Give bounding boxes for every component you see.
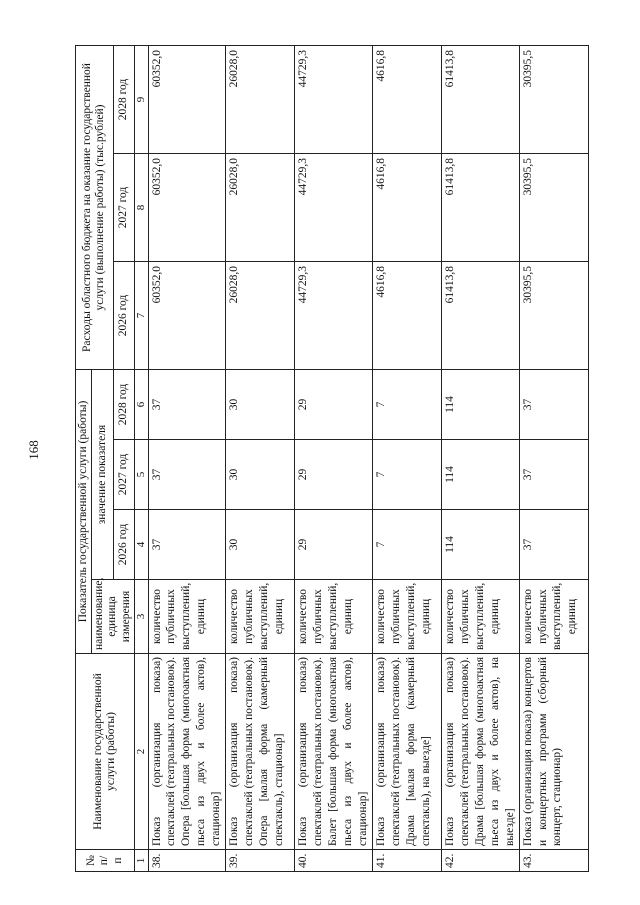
header-year: 2027 год bbox=[113, 154, 134, 262]
expense-2026: 61413,8 bbox=[441, 262, 519, 370]
row-number: 42. bbox=[441, 850, 519, 872]
services-table bbox=[75, 45, 589, 872]
header-year: 2028 год bbox=[113, 370, 134, 440]
column-number: 2 bbox=[134, 654, 148, 850]
header-year: 2026 год bbox=[113, 262, 134, 370]
value-2026: 37 bbox=[148, 510, 226, 580]
value-2026: 37 bbox=[519, 510, 588, 580]
header-service-name: Наименование государственной услуги (работы) bbox=[76, 654, 135, 850]
value-2026: 29 bbox=[295, 510, 373, 580]
header-number: № п/п bbox=[76, 850, 135, 872]
column-number: 3 bbox=[134, 580, 148, 654]
value-2028: 37 bbox=[148, 370, 226, 440]
table-row bbox=[148, 46, 226, 872]
table-row bbox=[441, 46, 519, 872]
indicator-unit: количество публичных выступлений, единиц bbox=[295, 580, 373, 654]
expense-2028: 44729,3 bbox=[295, 46, 373, 154]
expense-2026: 4616,8 bbox=[372, 262, 441, 370]
value-2027: 29 bbox=[295, 440, 373, 510]
table-body bbox=[148, 46, 588, 872]
expense-2026: 44729,3 bbox=[295, 262, 373, 370]
value-2027: 37 bbox=[148, 440, 226, 510]
table-row bbox=[519, 46, 588, 872]
indicator-unit: количество публичных выступлений, единиц bbox=[519, 580, 588, 654]
expense-2027: 60352,0 bbox=[148, 154, 226, 262]
column-number: 7 bbox=[134, 262, 148, 370]
column-number: 9 bbox=[134, 46, 148, 154]
service-name: Показ (организация показа) спектаклей (театральных постановок). Драма [большая форма (многоактная пьеса из двух и более актов), на выезде] bbox=[441, 654, 519, 850]
expense-2027: 26028,0 bbox=[226, 154, 295, 262]
value-2026: 114 bbox=[441, 510, 519, 580]
value-2028: 37 bbox=[519, 370, 588, 440]
header-unit: наименование, единица измерения bbox=[92, 580, 135, 654]
column-number: 1 bbox=[134, 850, 148, 872]
column-number: 6 bbox=[134, 370, 148, 440]
indicator-unit: количество публичных выступлений, единиц bbox=[372, 580, 441, 654]
header-year: 2028 год bbox=[113, 46, 134, 154]
column-number: 8 bbox=[134, 154, 148, 262]
service-name: Показ (организация показа) спектаклей (театральных постановок). Опера [большая форма (многоактная пьеса из двух и более актов), стационар] bbox=[148, 654, 226, 850]
row-number: 39. bbox=[226, 850, 295, 872]
rotated-page-content bbox=[75, 46, 595, 872]
column-number: 5 bbox=[134, 440, 148, 510]
expense-2027: 4616,8 bbox=[372, 154, 441, 262]
service-name: Показ (организация показа) спектаклей (театральных постановок). Драма [малая форма (камерный спектакль), на выезде] bbox=[372, 654, 441, 850]
expense-2027: 61413,8 bbox=[441, 154, 519, 262]
value-2027: 7 bbox=[372, 440, 441, 510]
row-number: 38. bbox=[148, 850, 226, 872]
value-2027: 114 bbox=[441, 440, 519, 510]
header-year: 2027 год bbox=[113, 440, 134, 510]
table-header bbox=[76, 46, 149, 872]
expense-2028: 26028,0 bbox=[226, 46, 295, 154]
row-number: 43. bbox=[519, 850, 588, 872]
column-number: 4 bbox=[134, 510, 148, 580]
value-2028: 30 bbox=[226, 370, 295, 440]
value-2027: 37 bbox=[519, 440, 588, 510]
expense-2028: 4616,8 bbox=[372, 46, 441, 154]
expense-2028: 61413,8 bbox=[441, 46, 519, 154]
value-2027: 30 bbox=[226, 440, 295, 510]
value-2028: 114 bbox=[441, 370, 519, 440]
column-numbers-row bbox=[134, 46, 148, 872]
service-name: Показ (организация показа) спектаклей (театральных постановок). Опера [малая форма (камерный спектакль), стационар] bbox=[226, 654, 295, 850]
header-indicator: Показатель государственной услуги (работы) bbox=[76, 370, 92, 654]
row-number: 41. bbox=[372, 850, 441, 872]
indicator-unit: количество публичных выступлений, единиц bbox=[226, 580, 295, 654]
indicator-unit: количество публичных выступлений, единиц bbox=[441, 580, 519, 654]
service-name: Показ (организация показа) концертов и концертных программ (сборный концерт, стационар) bbox=[519, 654, 588, 850]
table-row bbox=[226, 46, 295, 872]
indicator-unit: количество публичных выступлений, единиц bbox=[148, 580, 226, 654]
page-number: 168 bbox=[26, 440, 41, 460]
row-number: 40. bbox=[295, 850, 373, 872]
table-row bbox=[295, 46, 373, 872]
header-year: 2026 год bbox=[113, 510, 134, 580]
value-2026: 30 bbox=[226, 510, 295, 580]
header-expenses: Расходы областного бюджета на оказание государственной услуги (выполнение работы) (тыс.рублей) bbox=[76, 46, 114, 370]
value-2026: 7 bbox=[372, 510, 441, 580]
service-name: Показ (организация показа) спектаклей (театральных постановок). Балет [большая форма (многоактная пьеса из двух и более актов), стационар] bbox=[295, 654, 373, 850]
expense-2028: 30395,5 bbox=[519, 46, 588, 154]
value-2028: 29 bbox=[295, 370, 373, 440]
expense-2026: 26028,0 bbox=[226, 262, 295, 370]
table-row bbox=[372, 46, 441, 872]
expense-2027: 44729,3 bbox=[295, 154, 373, 262]
header-indicator-value: значение показателя bbox=[92, 370, 113, 580]
value-2028: 7 bbox=[372, 370, 441, 440]
expense-2026: 30395,5 bbox=[519, 262, 588, 370]
expense-2028: 60352,0 bbox=[148, 46, 226, 154]
expense-2026: 60352,0 bbox=[148, 262, 226, 370]
expense-2027: 30395,5 bbox=[519, 154, 588, 262]
